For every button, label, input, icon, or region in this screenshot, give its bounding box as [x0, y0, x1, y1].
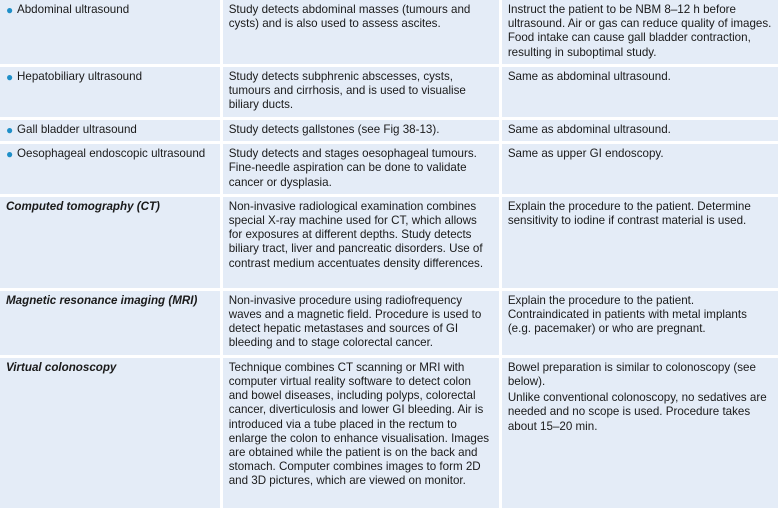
table-row: [0, 0, 778, 64]
nursing-cell: [499, 120, 778, 141]
description-text: Study detects subphrenic abscesses, cysts, tumours and cirrhosis, and is used to visualise biliary ducts.: [228, 70, 466, 112]
description-cell: [220, 358, 499, 508]
test-name-cell: [0, 144, 220, 194]
nursing-cell: [499, 67, 778, 117]
bullet-icon: ●: [6, 123, 14, 137]
bullet-icon: ●: [6, 3, 14, 17]
description-text: Non-invasive radiological examination combines special X-ray machine used for CT, which allows for exposures at different depths. Study detects biliary tract, liver and pancreatic disorders. Use of contrast medium accentuates density differences.: [228, 199, 484, 270]
test-name-cell: [0, 358, 220, 508]
test-name-cell: [0, 0, 220, 64]
bullet-icon: ●: [6, 70, 14, 84]
table-row: [0, 67, 778, 117]
nursing-text: Unlike conventional colonoscopy, no sedatives are needed and no scope is used. Procedure takes about 15–20 min.: [507, 391, 767, 433]
test-name-cell: [0, 197, 220, 288]
table-row: [0, 120, 778, 141]
nursing-text: Instruct the patient to be NBM 8–12 h before ultrasound. Air or gas can reduce quality of images. Food intake can cause gall bladder contraction, resulting in suboptimal study.: [507, 3, 772, 59]
description-cell: [220, 67, 499, 117]
nursing-text: Same as abdominal ultrasound.: [507, 70, 671, 83]
nursing-text: Explain the procedure to the patient. Contraindicated in patients with metal implants (e.g. pacemaker) or who are pregnant.: [507, 293, 747, 336]
bullet-icon: ●: [6, 147, 14, 162]
description-text: Non-invasive procedure using radiofrequency waves and a magnetic field. Procedure is used to detect hepatic metastases and sources of GI bleeding and to stage colorectal cancer.: [228, 293, 482, 350]
description-text: Study detects and stages oesophageal tumours. Fine-needle aspiration can be done to validate cancer or dysplasia.: [228, 147, 477, 189]
table-row: [0, 358, 778, 508]
test-name-cell: [0, 120, 220, 141]
nursing-cell: [499, 197, 778, 288]
test-name: Magnetic resonance imaging (MRI): [6, 293, 198, 307]
nursing-text: Explain the procedure to the patient. Determine sensitivity to iodine if contrast material is used.: [507, 199, 751, 228]
table-row: [0, 291, 778, 355]
table-row: [0, 144, 778, 194]
table-row: [0, 197, 778, 288]
nursing-cell: [499, 358, 778, 508]
nursing-text: Bowel preparation is similar to colonoscopy (see below).: [507, 360, 756, 389]
nursing-cell: [499, 0, 778, 64]
nursing-cell: [499, 144, 778, 194]
description-cell: [220, 120, 499, 141]
description-cell: [220, 0, 499, 64]
description-cell: [220, 144, 499, 194]
nursing-text: Same as upper GI endoscopy.: [507, 147, 664, 161]
description-text: Study detects abdominal masses (tumours and cysts) and is also used to assess ascites.: [228, 3, 471, 31]
nursing-text: Same as abdominal ultrasound.: [507, 123, 671, 136]
test-name: Gall bladder ultrasound: [17, 123, 137, 136]
test-name: Virtual colonoscopy: [6, 360, 117, 374]
test-name: Hepatobiliary ultrasound: [17, 70, 143, 83]
description-text: Technique combines CT scanning or MRI with computer virtual reality software to detect colon and bowel diseases, including polyps, colorectal cancer, diverticulosis and lower GI bleeding. Air is introduced via a tube placed in the rectum to enlarge the colon to enhance visualisation. Images are obtained while the patient is on the back and stomach. Computer combines images to form 2D and 3D pictures, which are viewed on monitor.: [228, 360, 490, 488]
test-name: Abdominal ultrasound: [17, 3, 130, 16]
description-text: Study detects gallstones (see Fig 38-13).: [228, 123, 440, 136]
test-name-cell: [0, 67, 220, 117]
test-name: Oesophageal endoscopic ultrasound: [17, 147, 206, 161]
description-cell: [220, 291, 499, 355]
nursing-cell: [499, 291, 778, 355]
description-cell: [220, 197, 499, 288]
test-name: Computed tomography (CT): [6, 199, 160, 213]
test-name-cell: [0, 291, 220, 355]
